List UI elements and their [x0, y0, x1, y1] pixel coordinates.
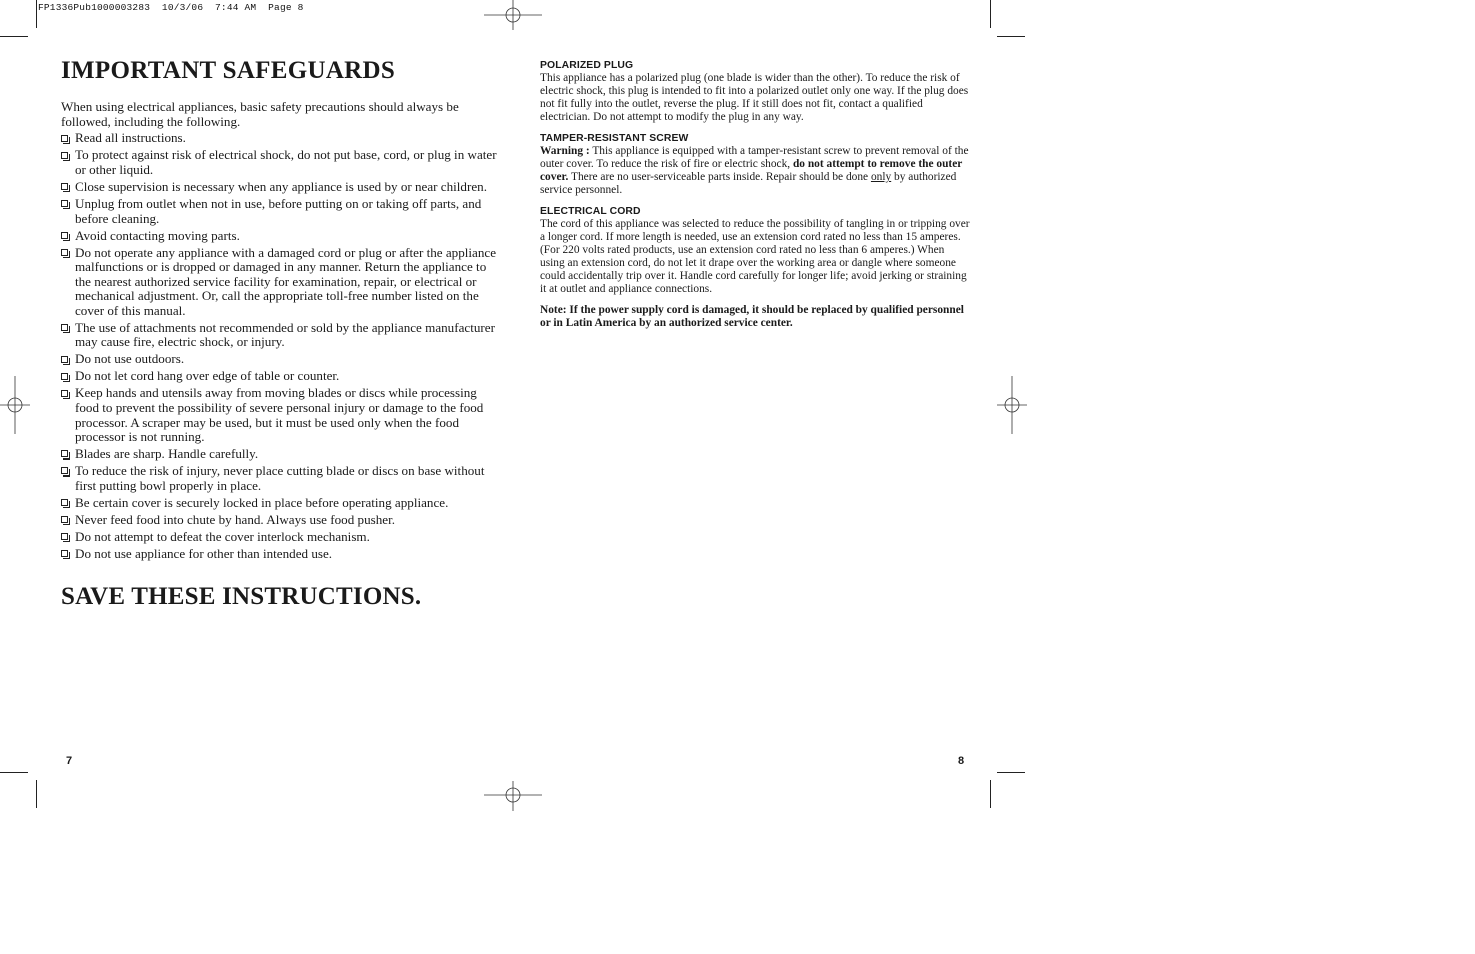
safeguard-item — [61, 513, 501, 528]
safeguard-item-text: Read all instructions. — [75, 130, 186, 146]
crop-mark — [0, 772, 28, 773]
intro-text: When using electrical appliances, basic safety precautions should always be followed, including the following. — [61, 99, 459, 129]
crop-mark — [990, 780, 991, 808]
safeguard-item-text: To reduce the risk of injury, never place cutting blade or discs on base without first putting bowl properly in place. — [75, 463, 485, 493]
safeguard-item-text: Do not use appliance for other than intended use. — [75, 545, 333, 561]
checkbox-bullet-icon — [61, 249, 68, 256]
checkbox-bullet-icon — [61, 467, 68, 474]
tamper-bold-text: do not attempt to remove the outer cover. — [540, 158, 963, 183]
safeguard-item — [61, 369, 501, 384]
right-page — [540, 59, 970, 341]
checkbox-bullet-icon — [61, 373, 68, 380]
tamper-text-3: by authorized service personnel. — [540, 171, 957, 196]
safeguard-item — [61, 246, 501, 319]
power-cord-note: Note: If the power supply cord is damaged, it should be replaced by qualified personnel or in Latin America by an authorized service center. — [540, 304, 964, 329]
print-slug: FP1336Pub1000003283 10/3/06 7:44 AM Page 8 — [38, 2, 304, 13]
registration-mark-icon — [484, 781, 542, 811]
checkbox-bullet-icon — [61, 533, 68, 540]
page-number-left: 7 — [66, 755, 73, 767]
tamper-text-2: There are no user-serviceable parts inside. Repair should be done — [568, 171, 871, 183]
safeguard-item-text: Unplug from outlet when not in use, before putting on or taking off parts, and before cleaning. — [75, 195, 482, 226]
safeguard-item — [61, 180, 501, 195]
checkbox-bullet-icon — [61, 324, 68, 331]
page-title: IMPORTANT SAFEGUARDS — [61, 57, 396, 84]
left-page — [61, 55, 501, 613]
tamper-screw-heading: TAMPER-RESISTANT SCREW — [540, 133, 689, 144]
crop-mark — [997, 772, 1025, 773]
safeguard-item — [61, 447, 501, 462]
tamper-text-1: This appliance is equipped with a tamper-resistant screw to prevent removal of the outer cover. To reduce the risk of fire or electric shock, — [540, 145, 969, 170]
safeguard-item — [61, 229, 501, 244]
tamper-screw-text — [540, 145, 970, 197]
registration-mark-icon — [0, 376, 30, 434]
safeguard-item-text: Do not operate any appliance with a damaged cord or plug or after the appliance malfunctions or is dropped or damaged in any manner. Return the appliance to the nearest authorized service facility for examination, repair, or electrical or mechanical adjustment. Or, call the appropriate toll-free number listed on the cover of this manual. — [75, 244, 497, 318]
safeguard-item-text: To protect against risk of electrical shock, do not put base, cord, or plug in water or other liquid. — [75, 147, 497, 177]
save-instructions-heading: SAVE THESE INSTRUCTIONS. — [61, 583, 422, 611]
crop-mark — [997, 36, 1025, 37]
checkbox-bullet-icon — [61, 390, 68, 397]
checkbox-bullet-icon — [61, 516, 68, 523]
crop-mark — [990, 0, 991, 28]
checkbox-bullet-icon — [61, 183, 68, 190]
safeguard-item-text: Blades are sharp. Handle carefully. — [75, 446, 259, 462]
safeguard-item — [61, 197, 501, 226]
crop-mark — [0, 36, 28, 37]
safeguard-item-text: Close supervision is necessary when any appliance is used by or near children. — [75, 178, 487, 194]
page-number-right: 8 — [958, 755, 965, 767]
safeguard-item-text: Do not use outdoors. — [75, 351, 185, 367]
registration-mark-icon — [997, 376, 1027, 434]
polarized-plug-heading: POLARIZED PLUG — [540, 60, 634, 71]
safeguard-item — [61, 352, 501, 367]
crop-mark — [36, 0, 37, 28]
safeguard-item — [61, 464, 501, 493]
checkbox-bullet-icon — [61, 356, 68, 363]
safeguard-item — [61, 496, 501, 511]
crop-mark — [36, 780, 37, 808]
safeguard-item-text: Never feed food into chute by hand. Always use food pusher. — [75, 511, 395, 527]
electrical-cord-text: The cord of this appliance was selected to reduce the possibility of tangling in or tripping over a longer cord. If more length is needed, use an extension cord rated no less than 15 amperes. (For 220 volts rated products, use an extension cord rated no less than 6 amperes.) When using an extension cord, do not let it drape over the working area or dangle where someone could accidentally trip over it. Handle cord carefully for longer life; avoid jerking or straining it at outlet and appliance connections. — [540, 218, 970, 295]
safeguard-list — [61, 131, 501, 561]
checkbox-bullet-icon — [61, 200, 68, 207]
safeguard-item-text: Keep hands and utensils away from moving blades or discs while processing food to prevent the possibility of severe personal injury or damage to the food processor. A scraper may be used, but it must be used only when the food processor is not running. — [75, 385, 484, 445]
checkbox-bullet-icon — [61, 499, 68, 506]
safeguard-item-text: Do not attempt to defeat the cover interlock mechanism. — [75, 528, 370, 544]
safeguard-item-text: Avoid contacting moving parts. — [75, 227, 240, 243]
safeguard-item-text: Do not let cord hang over edge of table or counter. — [75, 368, 340, 384]
safeguard-item — [61, 321, 501, 350]
warning-label: Warning : — [540, 145, 590, 157]
safeguard-item — [61, 547, 501, 562]
safeguard-item-text: The use of attachments not recommended or sold by the appliance manufacturer may cause fire, electric shock, or injury. — [75, 319, 495, 350]
checkbox-bullet-icon — [61, 135, 68, 142]
safeguard-item — [61, 131, 501, 146]
checkbox-bullet-icon — [61, 550, 68, 557]
checkbox-bullet-icon — [61, 450, 68, 457]
safeguard-item — [61, 148, 501, 177]
electrical-cord-heading: ELECTRICAL CORD — [540, 206, 641, 217]
safeguard-item-text: Be certain cover is securely locked in place before operating appliance. — [75, 494, 449, 510]
checkbox-bullet-icon — [61, 232, 68, 239]
safeguard-item — [61, 530, 501, 545]
registration-mark-icon — [484, 0, 542, 30]
polarized-plug-text: This appliance has a polarized plug (one blade is wider than the other). To reduce the risk of electric shock, this plug is intended to fit into a polarized outlet only one way. If the plug does not fit fully into the outlet, reverse the plug. If it still does not fit, contact a qualified electrician. Do not attempt to modify the plug in any way. — [540, 72, 969, 123]
checkbox-bullet-icon — [61, 152, 68, 159]
tamper-underlined-text: only — [870, 171, 892, 183]
safeguard-item — [61, 386, 501, 444]
